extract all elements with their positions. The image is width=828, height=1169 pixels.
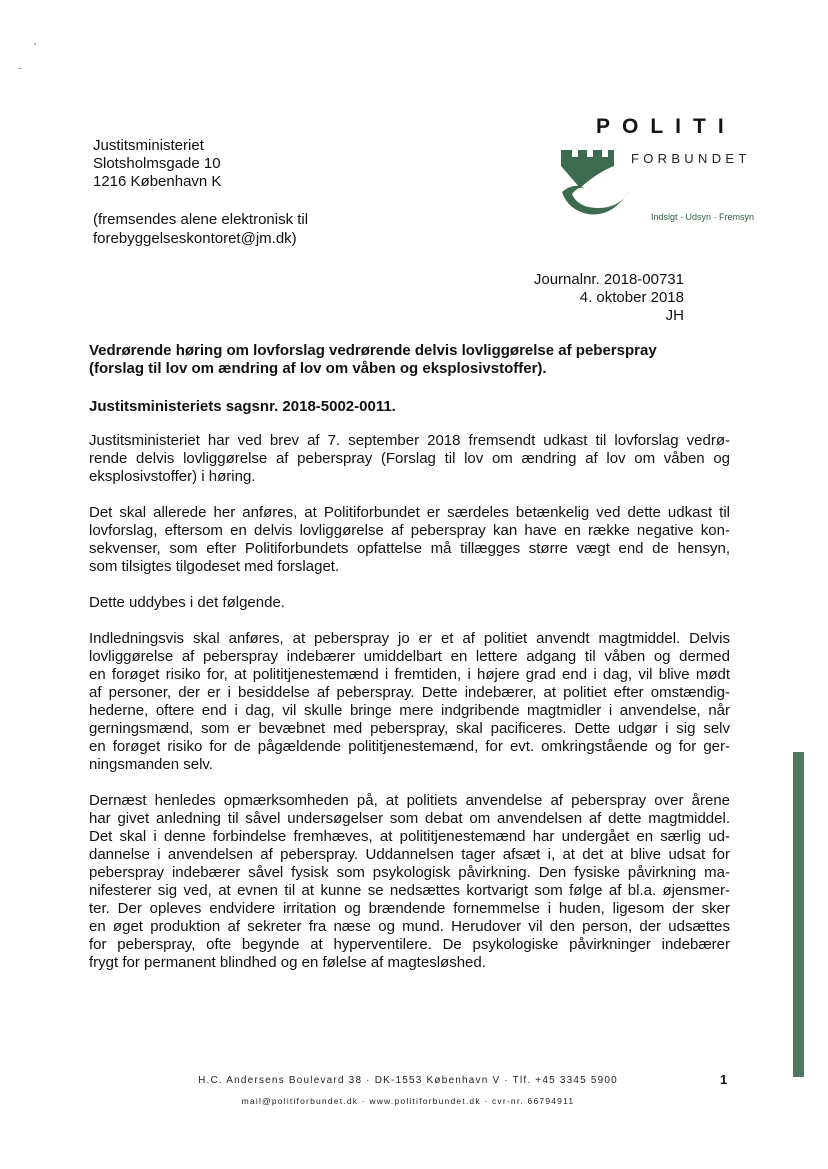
- paragraph: [89, 504, 730, 576]
- letter-body: [89, 432, 730, 990]
- letter-date: 4. oktober 2018: [579, 289, 684, 306]
- paragraph: [89, 594, 730, 612]
- text-line: lovforslag, eftersom en delvis lovliggørelse af peberspray kan have en række negative kon-: [89, 522, 730, 539]
- text-line: lovliggørelse af peberspray indebærer umiddelbart en lettere adgang til våben og dermed: [89, 648, 730, 665]
- delivery-note: [93, 210, 308, 248]
- page-number: 1: [720, 1072, 728, 1087]
- text-line: ter. Der opleves endvidere irritation og brændende fornemmelse i huden, ligesom der sker: [89, 900, 730, 917]
- note-line: forebyggelseskontoret@jm.dk): [93, 230, 297, 247]
- footer-contact: mail@politiforbundet.dk · www.politiforbundet.dk · cvr-nr. 66794911: [241, 1096, 575, 1106]
- text-line: dannelse i anvendelsen af peberspray. Uddannelsen tager afsæt i, at det at blive udsat for: [89, 846, 730, 863]
- text-line: en forøget risiko for, at polititjenestemænd i fremtiden, i højere grad end i dag, vil blive mødt: [89, 666, 730, 683]
- text-line: Dette uddybes i det følgende.: [89, 594, 285, 611]
- case-number: Justitsministeriets sagsnr. 2018-5002-0011.: [89, 398, 396, 415]
- text-line: har givet anledning til såvel undersøgelser som debat om anvendelsen af dette magtmiddel.: [89, 810, 730, 827]
- text-line: Dernæst henledes opmærksomheden på, at politiets anvendelse af peberspray over årene: [89, 792, 730, 809]
- text-line: Det skal allerede her anføres, at Politiforbundet er særdeles betænkelig ved dette udkast til: [89, 504, 730, 521]
- text-line: Justitsministeriet har ved brev af 7. september 2018 fremsendt udkast til lovforslag vedrø-: [89, 432, 730, 449]
- scan-speck: [34, 43, 36, 45]
- address-line: Justitsministeriet: [93, 137, 204, 154]
- logo-tagline: Indsigt · Udsyn · Fremsyn: [651, 212, 755, 222]
- subject-heading: [89, 342, 729, 378]
- paragraph: [89, 630, 730, 774]
- scan-speck: [18, 68, 21, 69]
- subject-line: Vedrørende høring om lovforslag vedrørende delvis lovliggørelse af peberspray: [89, 342, 657, 359]
- text-line: en forøget risiko for de pågældende polititjenestemænd, for evt. omkringstående og for ger-: [89, 738, 730, 755]
- logo-subtitle: FORBUNDET: [631, 151, 751, 166]
- footer-address: H.C. Andersens Boulevard 38 · DK-1553 København V · Tlf. +45 3345 5900: [198, 1075, 618, 1086]
- text-line: Indledningsvis skal anføres, at peberspray jo er et af politiet anvendt magtmiddel. Delvis: [89, 630, 730, 647]
- text-line: af personer, der er i besiddelse af peberspray. Dette indebærer, at politiet efter omstændig-: [89, 684, 730, 701]
- text-line: en øget produktion af sekreter fra næse og mund. Herudover vil den person, der udsættes: [89, 918, 730, 935]
- text-line: hederne, oftere end i dag, vil skulle bringe mere indgribende magtmidler i anvendelse, når: [89, 702, 730, 719]
- text-line: frygt for permanent blindhed og en følelse af magtesløshed.: [89, 954, 486, 971]
- address-line: 1216 København K: [93, 173, 222, 190]
- text-line: eksplosivstoffer) i høring.: [89, 468, 256, 485]
- address-line: Slotsholmsgade 10: [93, 155, 221, 172]
- paragraph: [89, 432, 730, 486]
- text-line: peberspray indebærer såvel fysisk som psykologisk påvirkning. Den fysiske påvirkning ma-: [89, 864, 730, 881]
- text-line: gerningsmænd, som er bevæbnet med peberspray, skal pacificeres. Dette udgør i sig selv: [89, 720, 730, 737]
- text-line: for peberspray, ofte begynde at hyperventilere. De psykologiske påvirkninger indebærer: [89, 936, 730, 953]
- author-initials: JH: [665, 307, 684, 324]
- text-line: ningsmanden selv.: [89, 756, 213, 773]
- castle-logo-icon: [558, 148, 630, 220]
- note-line: (fremsendes alene elektronisk til: [93, 211, 309, 228]
- text-line: rende delvis lovliggørelse af peberspray (Forslag til lov om ændring af lov om våben og: [89, 450, 730, 467]
- text-line: sekvenser, som efter Politiforbundets opfattelse må tillægges større vægt end de hensyn,: [89, 540, 730, 557]
- paragraph: [89, 792, 730, 972]
- text-line: som tilsigtes tilgodeset med forslaget.: [89, 558, 340, 575]
- text-line: nifesterer sig ved, at evnen til at kunne se nedsættes kortvarigt som følge af bl.a. øjensmer-: [89, 882, 730, 899]
- green-edge-bar: [793, 752, 804, 1077]
- journal-number: Journalnr. 2018-00731: [533, 271, 684, 288]
- subject-line: (forslag til lov om ændring af lov om våben og eksplosivstoffer).: [89, 360, 547, 377]
- text-line: Det skal i denne forbindelse fremhæves, at polititjenestemænd har undergået en særlig ud-: [89, 828, 730, 845]
- recipient-address: [93, 137, 221, 191]
- logo-wordmark: POLITI: [596, 115, 736, 138]
- journal-reference: [470, 271, 684, 325]
